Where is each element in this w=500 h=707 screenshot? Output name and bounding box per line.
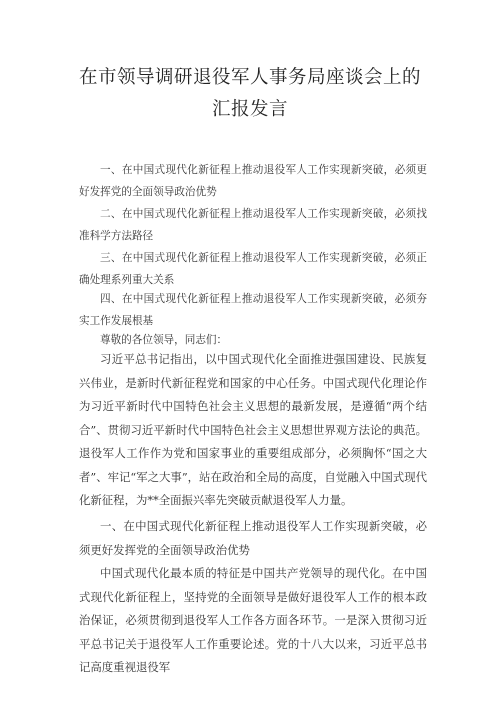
section1-paragraph: 中国式现代化最本质的特征是中国共产党领导的现代化。在中国式现代化新征程上，坚持党的全面领导是做好退役军人工作的根本政治保证，必须贯彻到退役军人工作各方面各环节。一是深入贯彻习近平总书记关于退役军人工作重要论述。党的十八大以来，习近平总书记高度重视退役军 [79,566,427,674]
salutation: 尊敬的各位领导，同志们： [100,334,228,346]
document-title-line1: 在市领导调研退役军人事务局座谈会上的 [78,67,421,88]
document-title-line2: 汇报发言 [211,99,288,120]
section1-heading: 一、在中国式现代化新征程上推动退役军人工作实现新突破，必须更好发挥党的全面领导政治优势 [79,519,427,557]
intro-paragraph: 习近平总书记指出，以中国式现代化全面推进强国建设、民族复兴伟业，是新时代新征程党和国家的中心任务。中国式现代化理论作为习近平新时代中国特色社会主义思想的最新发展，是遵循“两个结合”、贯彻习近平新时代中国特色社会主义思想世界观方法论的典范。退役军人工作作为党和国家事业的重要组成部分，必须胸怀“国之大者”、牢记“军之大事”，站在政治和全局的高度，自觉融入中国式现代化新征程，为**全面振兴率先突破贡献退役军人力量。 [79,352,427,507]
outline-item-4: 四、在中国式现代化新征程上推动退役军人工作实现新突破，必须夯实工作发展根基 [79,293,427,327]
outline-item-3: 三、在中国式现代化新征程上推动退役军人工作实现新突破，必须正确处理系列重大关系 [79,252,427,286]
outline-item-2: 二、在中国式现代化新征程上推动退役军人工作实现新突破，必须找准科学方法路径 [79,208,427,242]
outline-item-1: 一、在中国式现代化新征程上推动退役军人工作实现新突破，必须更好发挥党的全面领导政治优势 [79,164,427,198]
